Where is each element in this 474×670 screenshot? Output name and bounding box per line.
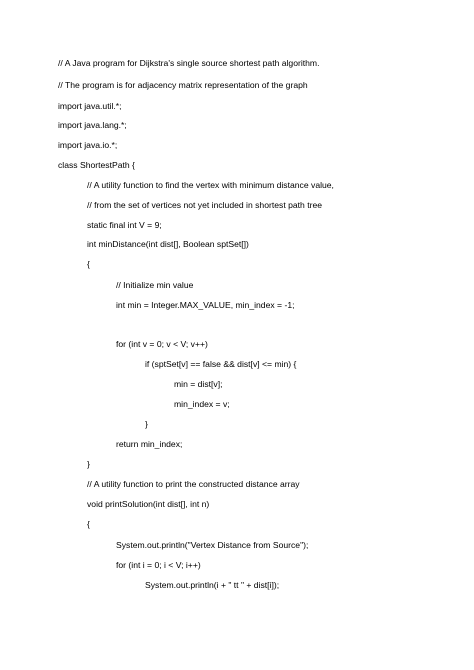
code-line: for (int i = 0; i < V; i++) (116, 560, 201, 570)
code-line: { (87, 519, 90, 529)
code-line: min = dist[v]; (174, 379, 223, 389)
code-line: import java.util.*; (58, 101, 122, 111)
code-line: class ShortestPath { (58, 160, 135, 170)
code-line: System.out.println("Vertex Distance from Source"); (116, 540, 309, 550)
code-line: // A utility function to find the vertex with minimum distance value, (87, 180, 334, 190)
code-line: for (int v = 0; v < V; v++) (116, 339, 208, 349)
code-line: // Initialize min value (116, 280, 194, 290)
code-line: import java.io.*; (58, 140, 118, 150)
code-line: int minDistance(int dist[], Boolean sptSet[]) (87, 239, 249, 249)
code-line: // A utility function to print the constructed distance array (87, 479, 300, 489)
code-line: // A Java program for Dijkstra's single source shortest path algorithm. (58, 58, 320, 68)
code-line: if (sptSet[v] == false && dist[v] <= min) { (145, 359, 297, 369)
code-line: } (87, 459, 90, 469)
code-line: int min = Integer.MAX_VALUE, min_index = -1; (116, 300, 295, 310)
code-line: import java.lang.*; (58, 120, 127, 130)
code-line: return min_index; (116, 439, 183, 449)
code-line: void printSolution(int dist[], int n) (87, 499, 210, 509)
code-line: } (145, 419, 148, 429)
code-line: { (87, 259, 90, 269)
code-line: // The program is for adjacency matrix representation of the graph (58, 80, 308, 90)
code-line: System.out.println(i + " tt " + dist[i]); (145, 580, 280, 590)
code-line: // from the set of vertices not yet included in shortest path tree (87, 200, 323, 210)
code-line: min_index = v; (174, 399, 230, 409)
code-line: static final int V = 9; (87, 220, 162, 230)
